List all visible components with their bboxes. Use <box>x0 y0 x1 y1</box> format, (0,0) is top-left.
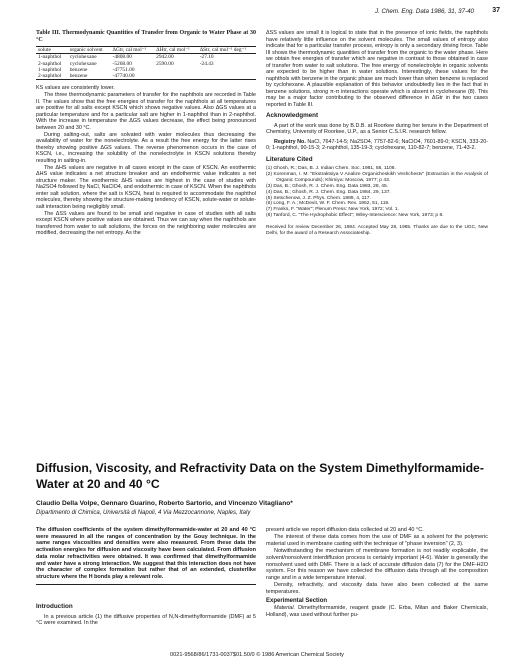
section-heading: Introduction <box>36 603 73 610</box>
reference-list <box>266 166 488 219</box>
page-footer: 0021-9568/86/1731-0037$01.50/0 © 1986 American Chemical Society <box>170 652 344 658</box>
table-cell: 1-naphthol <box>38 54 62 61</box>
table-header-cell: ΔHtr, cal mol⁻¹ <box>154 47 198 54</box>
table-cell: -47751.00 <box>112 66 135 73</box>
page-number: 37 <box>492 7 500 14</box>
reference-item: (1) Ghosh, R.; Das, B. J. Indian Chem. Soc. 1981, 58, 1108. <box>266 166 396 171</box>
body-paragraph: The ΔSS values are found to be small and negative in case of studies with all salts except KSCN where positive values are obtained. Thus we can say when the naphthols are transferred from water to salt solutions, the forces on the neighboring water molecules are modified, decreasing the net entropy. As the <box>36 210 256 237</box>
material-text: Dimethylformamide, reagent grade (C. Erba, Milan and Baker Chemicals, Holland), was used without further pu- <box>266 605 489 618</box>
table-cell: -47740.00 <box>111 73 155 80</box>
article-affiliation: Dipartimento di Chimica, Università di Napoli, 4 Via Mezzocannone, Naples, Italy <box>36 510 251 516</box>
table-cell: 2-naphthol <box>36 73 68 80</box>
introduction-section <box>36 604 256 627</box>
section-heading: Literature Cited <box>266 155 313 163</box>
acknowledgment-text: A part of the work was done by B.D.B. at Roorkee during her tenure in the Department of Chemistry, University of Roorkee, U.P., as a Senior C.S.I.R. research fellow. <box>266 122 488 135</box>
body-paragraph: present article we report diffusion data collected at 20 and 40 °C. <box>266 527 424 533</box>
table-cell: benzene <box>68 73 111 80</box>
body-paragraph: In a previous article (1) the diffusive properties of N,N-dimethylformamide (DMF) at 5 °C were examined. In the <box>36 613 256 627</box>
table-cell: -5268.00 <box>112 60 132 67</box>
experimental-paragraph <box>266 605 488 618</box>
body-paragraph: Notwithstanding the mechanism of membrane formation is not readily explicable, the solvent/nonsolvent interdiffusion process is certainly important (4-6). Water is generally the nonsolvent used with DMF. There is a lack of accurate diffusion data (7) for the DMF-H2O system. For this reason we have collected the diffusion data through all the composition range and in a wide temperature interval. <box>266 548 488 581</box>
table-cell: cyclohexane <box>69 60 97 67</box>
material-label: Material. <box>274 605 296 612</box>
table-cell: benzene <box>69 66 88 73</box>
table-header-cell: solute <box>36 47 68 54</box>
table-header-cell: organic solvent <box>68 47 111 54</box>
table-cell: 2942.00 <box>156 54 174 61</box>
table-cell <box>154 73 198 80</box>
body-paragraph: ΔSS values are small it is logical to state that in the presence of ionic fields, the naphthols have relatively little influence on the solvent molecules. The small values of entropy also indicate that for a particular transfer process, entropy is only a secondary driving force. Table III shows the thermodynamic quantities of transfer from the organic to the water phase. Here we obtain free energies of transfer which are negative in contrast to those obtained in case of transfer from water to salt solutions. The free energy of nonelectrolyte in organic solvents are expected to be higher than in water solutions. Interestingly, these values for the naphthols with benzene in the organic phase are much lower than when benzene is replaced by cyclohexane. A plausible explanation of this behavior undoubtedly lies in the fact that in benzene solutions, strong π-π interactions operate which is absent in cyclohexane (8). This may be a major factor contributing to the observed difference in ΔGtr in the two cases reported in Table III. <box>266 30 488 108</box>
registry-text: NaCl, 7647-14-5; Na2SO4, 7757-82-6; NaClO4, 7601-89-0; KSCN, 333-20-0; 1-naphthol, 90-15-3; 2-naphthol, 135-19-3; cyclohexane, 110-82-7; benzene, 71-43-2. <box>266 138 488 151</box>
table-cell: -4808.00 <box>112 54 132 61</box>
registry-label: Registry No. <box>274 138 306 145</box>
article-authors: Claudio Della Volpe, Gennaro Guarino, Roberto Sartorio, and Vincenzo Vitagliano* <box>36 500 293 507</box>
reference-item: (4) Das, B.; Ghosh, R. J. Chem. Eng. Data 1984, 29, 137. <box>266 189 391 195</box>
body-paragraph: During salting-out, salts are solvated with water molecules thus decreasing the availability of water for the nonelectrolyte. As a result the free energy for the latter rises thereby showing positive ΔGS values. The reverse phenomenon occurs in the case of KSCN, i.e., increasing the solubility of the nonelectrolyte in KSCN solutions thereby resulting in salting-in. <box>36 131 256 164</box>
reference-item: (8) Tanford, C. "The Hydrophobic Effect"; Wiley-Interscience: New York, 1973; p 8. <box>266 213 444 219</box>
table-header-cell: ΔGtr, cal mol⁻¹ <box>111 47 155 54</box>
section-heading: Acknowledgment <box>266 112 319 119</box>
section-heading: Experimental Section <box>266 597 328 604</box>
table-row <box>36 54 256 61</box>
registry-numbers <box>266 139 488 152</box>
table-cell <box>198 73 256 80</box>
thermodynamic-table <box>36 46 256 80</box>
reference-item: (6) Long, F. A.; McDevit, W. F. Chem. Rev. 1952, 51, 119. <box>266 201 390 207</box>
table-header-cell: ΔStr, cal mol⁻¹ deg⁻¹ <box>198 47 256 54</box>
body-paragraph: The ΔHS values are negative in all cases except in the case of KSCN. An exothermic ΔHS value indicates a net structure breaker and an endothermic value indicates a net structure maker. The exothermic ΔHS values are highest in the case of studies with Na2SO4 followed by NaCl, NaClO4, and endothermic in case of KSCN. When the naphthols enter salt solution, where the salt is KSCN, heat is required to accommodate the naphthol molecules, thereby showing the structure-making tendency of KSCN, solute-water or solute-salt interaction being negligibly small. <box>36 164 256 210</box>
reference-item: (7) Franks, F. "Water"; Plenum Press: New York, 1972; Vol. 1. <box>266 207 399 213</box>
table-cell: 2-naphthol <box>38 60 62 67</box>
body-paragraph: The three thermodynamic parameters of transfer for the naphthols are recorded in Table II. The values show that the free energies of transfer for the naphthols at all temperatures are positive for all salts except KSCN which shows negative values. Also ΔGS values at a particular temperature and for a particular salt are higher in 1-naphthol than in 2-naphthol. With the increase in temperature the ΔGS values decrease, the effect being pronounced between 20 and 30 °C. <box>36 92 256 131</box>
table-title: Table III. Thermodynamic Quantities of Transfer from Organic to Water Phase at 30 °C <box>36 30 256 43</box>
table-cell: 2590.00 <box>156 60 174 67</box>
body-paragraph: The interest of these data comes from the use of DMF as a solvent for the polymeric material used in membrane casting with the technique of "phase inversion" (2, 3). <box>266 534 488 547</box>
right-column-lower <box>266 527 488 619</box>
body-paragraph: KS values are consistently lower. <box>36 85 115 92</box>
table-cell: -24.43 <box>199 60 214 67</box>
reference-item: (3) Das, B.; Ghosh, R. J. Chem. Eng. Data 1983, 28, 45. <box>266 183 389 189</box>
right-column-upper <box>266 30 488 237</box>
received-note: Received for review December 26, 1984. Accepted May 28, 1985. Thanks are due to the UGC, New Delhi, for the award of a Research Associateship. <box>266 225 488 236</box>
left-column-upper <box>36 30 256 237</box>
table-cell: 1-naphthol <box>38 66 62 73</box>
table-row <box>36 73 256 80</box>
article-abstract: The diffusion coefficients of the system dimethylformamide-water at 20 and 40 °C were measured in all the ranges of concentration by the Gouy technique. In the same ranges viscosities and densities were also measured. From these data the activation energies for diffusion and viscosity have been calculated. From diffusion data molar refractivities were obtained. It was confirmed that dimethylformamide and water have a strong interaction. We suggest that this interaction does not have the character of complex formation but rather that of an extended, clusterlike structure where the H bonds play a relevant role. <box>36 527 256 585</box>
table-cell: -27.10 <box>199 54 214 61</box>
table-cell: cyclohexane <box>69 54 97 61</box>
article-title: Diffusion, Viscosity, and Refractivity Data on the System Dimethylformamide-Water at 20 and 40 °C <box>36 461 484 491</box>
reference-item: (2) Korenman, I. M. "Ekstraktsiya V Analize Organicheskikh Veshchestv" (Extraction in the Analysis of Organic Compounds); Khimiya: Moscow, 1977; p 43. <box>266 171 488 183</box>
journal-citation: J. Chem. Eng. Data 1986, 31, 37-40 <box>374 8 474 15</box>
body-paragraph: Density, refractivity, and viscosity data have also been collected at the same temperatures. <box>266 582 488 595</box>
reference-item: (5) Setschenow, J. Z. Phys. Chem. 1889, 4, 117. <box>266 195 371 201</box>
running-header <box>14 6 500 18</box>
